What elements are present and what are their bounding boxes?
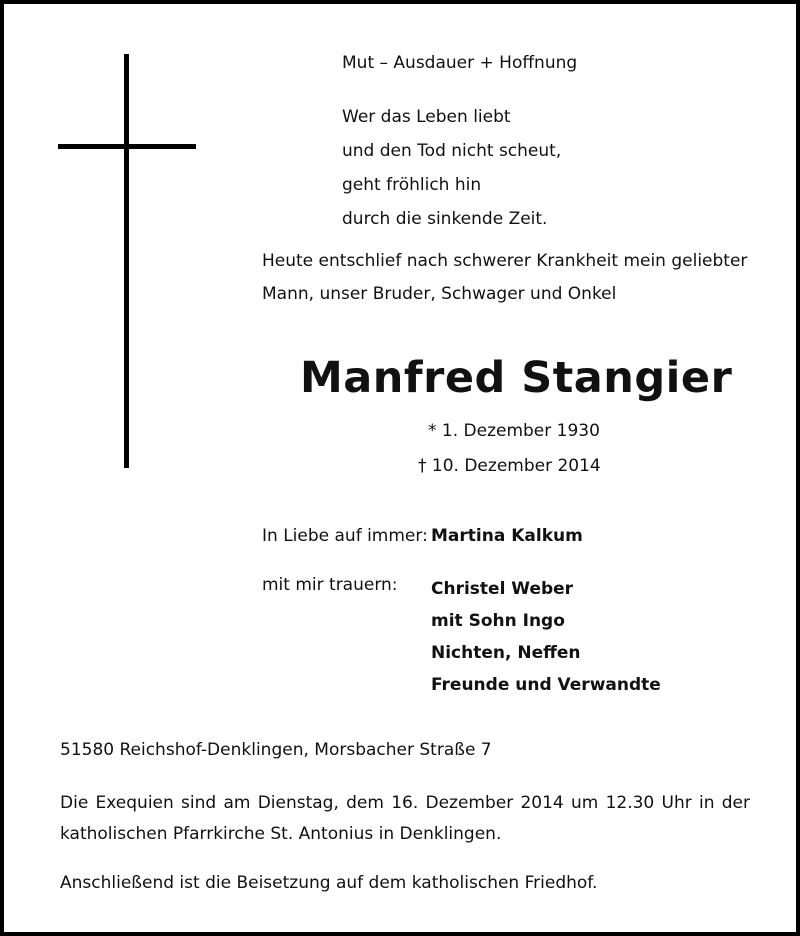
exequien-word: um: [570, 793, 599, 813]
mourner-name: Nichten, Neffen: [431, 643, 581, 663]
exequien-line-1: [60, 788, 750, 819]
in-love-label: In Liebe auf immer:: [262, 526, 428, 546]
exequien-word: 12.30: [605, 793, 655, 813]
exequien-text: [60, 788, 750, 850]
mourner-name: mit Sohn Ingo: [431, 611, 565, 631]
mourner-name: Christel Weber: [431, 579, 574, 599]
exequien-word: Exequien: [95, 793, 174, 813]
exequien-word: Die: [60, 793, 89, 813]
intro-line: Mann, unser Bruder, Schwager und Onkel: [262, 284, 617, 304]
exequien-word: dem: [346, 793, 384, 813]
intro-text: [262, 245, 747, 311]
in-love-name: Martina Kalkum: [431, 526, 583, 546]
poem: [342, 100, 561, 236]
address: 51580 Reichshof-Denklingen, Morsbacher Straße 7: [60, 740, 492, 760]
motto: Mut – Ausdauer + Hoffnung: [342, 53, 578, 73]
burial-text: Anschließend ist die Beisetzung auf dem katholischen Friedhof.: [60, 873, 598, 893]
exequien-line-2: katholischen Pfarrkirche St. Antonius in Denklingen.: [60, 824, 502, 844]
poem-line: geht fröhlich hin: [342, 175, 482, 195]
mourners-list: [431, 573, 661, 701]
exequien-word: sind: [181, 793, 217, 813]
cross-horizontal-bar: [58, 144, 196, 149]
exequien-word: Uhr: [661, 793, 692, 813]
exequien-word: der: [721, 793, 750, 813]
exequien-word: in: [698, 793, 715, 813]
poem-line: durch die sinkende Zeit.: [342, 209, 548, 229]
intro-line: Heute entschlief nach schwerer Krankheit mein geliebter: [262, 251, 748, 271]
death-date: † 10. Dezember 2014: [418, 456, 601, 476]
cross-vertical-bar: [124, 54, 129, 468]
exequien-word: 2014: [520, 793, 564, 813]
deceased-name: Manfred Stangier: [300, 353, 733, 403]
exequien-word: Dezember: [425, 793, 514, 813]
birth-date: * 1. Dezember 1930: [428, 421, 600, 441]
exequien-word: 16.: [391, 793, 419, 813]
mourner-name: Freunde und Verwandte: [431, 675, 661, 695]
exequien-word: am: [223, 793, 251, 813]
poem-line: und den Tod nicht scheut,: [342, 141, 562, 161]
mourners-label: mit mir trauern:: [262, 575, 398, 595]
poem-line: Wer das Leben liebt: [342, 107, 511, 127]
exequien-word: Dienstag,: [257, 793, 339, 813]
